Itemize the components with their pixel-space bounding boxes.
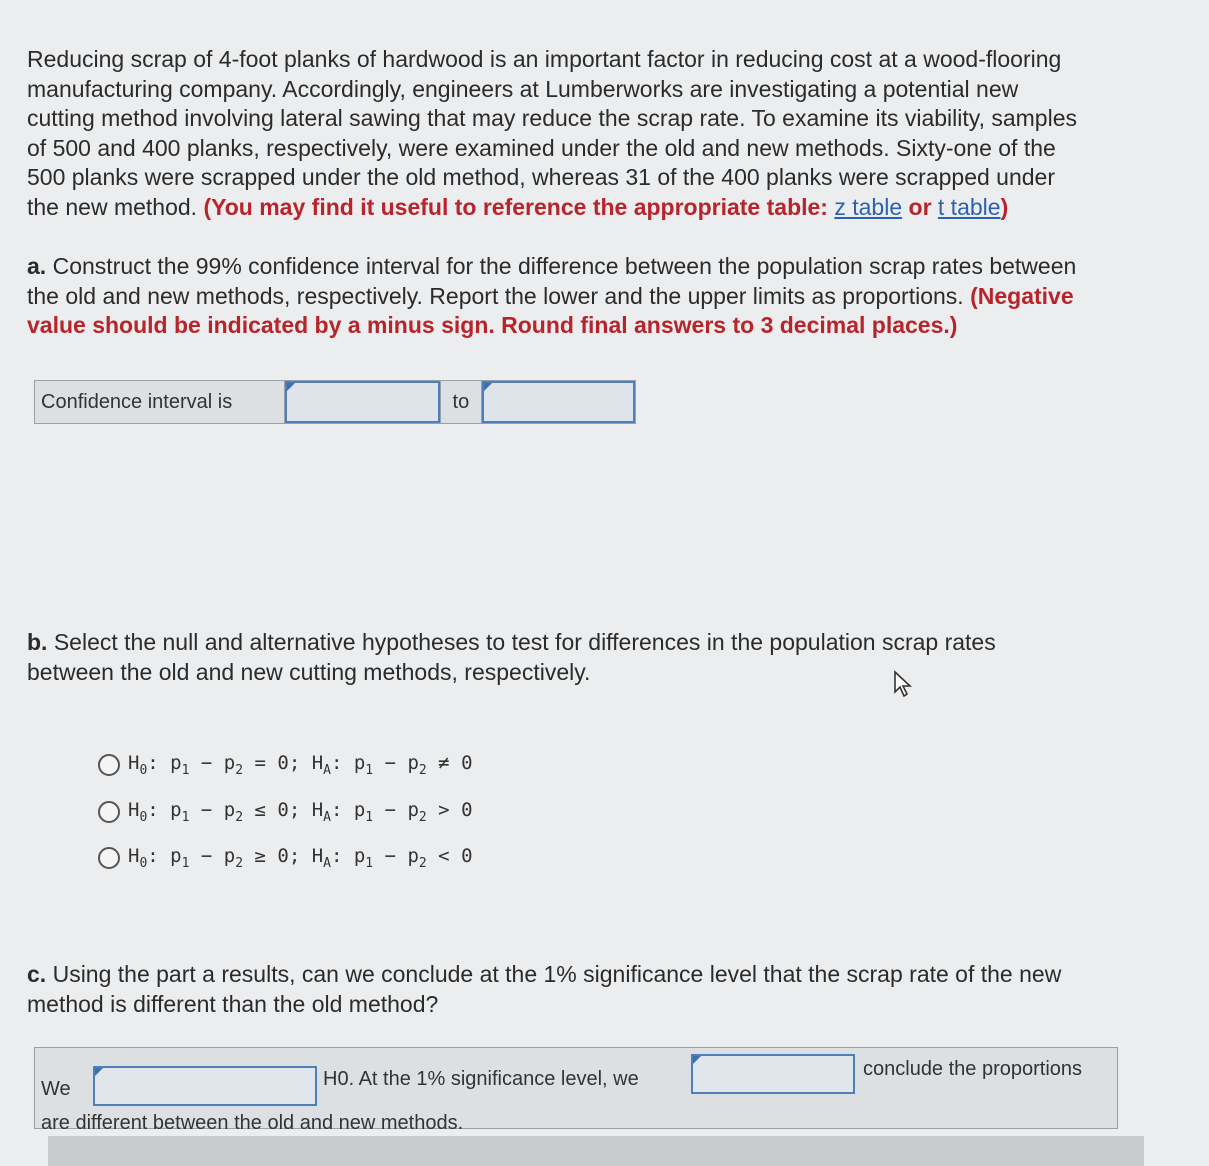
ci-label: Confidence interval is — [35, 381, 285, 423]
intro-line: the new method. (You may find it useful to reference the appropriate table: z table or t table) — [27, 193, 1009, 220]
intro-line: 500 planks were scrapped under the old method, whereas 31 of the 400 planks were scrapped under — [27, 164, 1055, 190]
conclusion-row2: are different between the old and new methods. — [41, 1112, 464, 1134]
ci-lower-input[interactable] — [285, 381, 440, 423]
h0-text: H0. At the 1% significance level, we — [323, 1068, 639, 1090]
mouse-cursor-icon — [893, 670, 915, 698]
z-table-link[interactable]: z table — [834, 193, 903, 220]
intro-line: manufacturing company. Accordingly, engineers at Lumberworks are investigating a potential new — [27, 75, 1019, 102]
hypothesis-option-1[interactable]: $H_0$: $p_1 - p_2 = 0$; $H_A$: $p_1 - p_2 \ne 0$ — [98, 750, 473, 780]
conclude-text: conclude the proportions — [863, 1058, 1083, 1080]
hypothesis-option-2[interactable]: $H_0$: $p_1 - p_2 \le 0$; $H_A$: $p_1 - p_2 > 0$ — [98, 797, 473, 827]
intro-line: Reducing scrap of 4-foot planks of hardwood is an important factor in reducing cost at a wood-flooring — [27, 46, 1062, 72]
intro-line: of 500 and 400 planks, respectively, were examined under the old and new methods. Sixty-one of the — [27, 134, 1056, 161]
ci-upper-input[interactable] — [482, 381, 635, 423]
radio-button[interactable] — [98, 801, 120, 823]
reject-dropdown[interactable] — [93, 1066, 317, 1106]
radio-button[interactable] — [98, 847, 120, 869]
part-a-question: a. Construct the 99% confidence interval for the difference between the population scrap rates between the old and new methods, respectively. Report the lower and the upper limits as proportions. (Negative value should be indicated by a minus sign. Round final answers to 3 decimal places.) — [27, 253, 1077, 338]
we-label: We — [41, 1078, 71, 1100]
t-table-link[interactable]: t table — [937, 193, 1001, 220]
radio-button[interactable] — [98, 754, 120, 776]
part-c-question: c. Using the part a results, can we conclude at the 1% significance level that the scrap rate of the new method is different than the old method? — [27, 961, 1062, 1017]
conclude-dropdown[interactable] — [691, 1054, 855, 1094]
problem-intro — [27, 45, 1209, 222]
part-c-label: c. — [27, 961, 47, 987]
reference-note: (You may find it useful to reference the appropriate table: z table or t table) — [203, 193, 1009, 220]
confidence-interval-row — [34, 380, 636, 424]
part-b-label: b. — [27, 629, 48, 655]
hypothesis-option-3[interactable]: $H_0$: $p_1 - p_2 \ge 0$; $H_A$: $p_1 - p_2 < 0$ — [98, 843, 473, 873]
ci-to-label: to — [440, 381, 482, 423]
conclusion-box — [34, 1047, 1118, 1134]
part-a-label: a. — [27, 253, 47, 279]
bottom-strip — [48, 1136, 1144, 1166]
intro-line: cutting method involving lateral sawing that may reduce the scrap rate. To examine its viability, samples — [27, 105, 1077, 131]
part-b-question: b. Select the null and alternative hypotheses to test for differences in the population scrap rates between the old and new cutting methods, respectively. — [27, 629, 996, 685]
